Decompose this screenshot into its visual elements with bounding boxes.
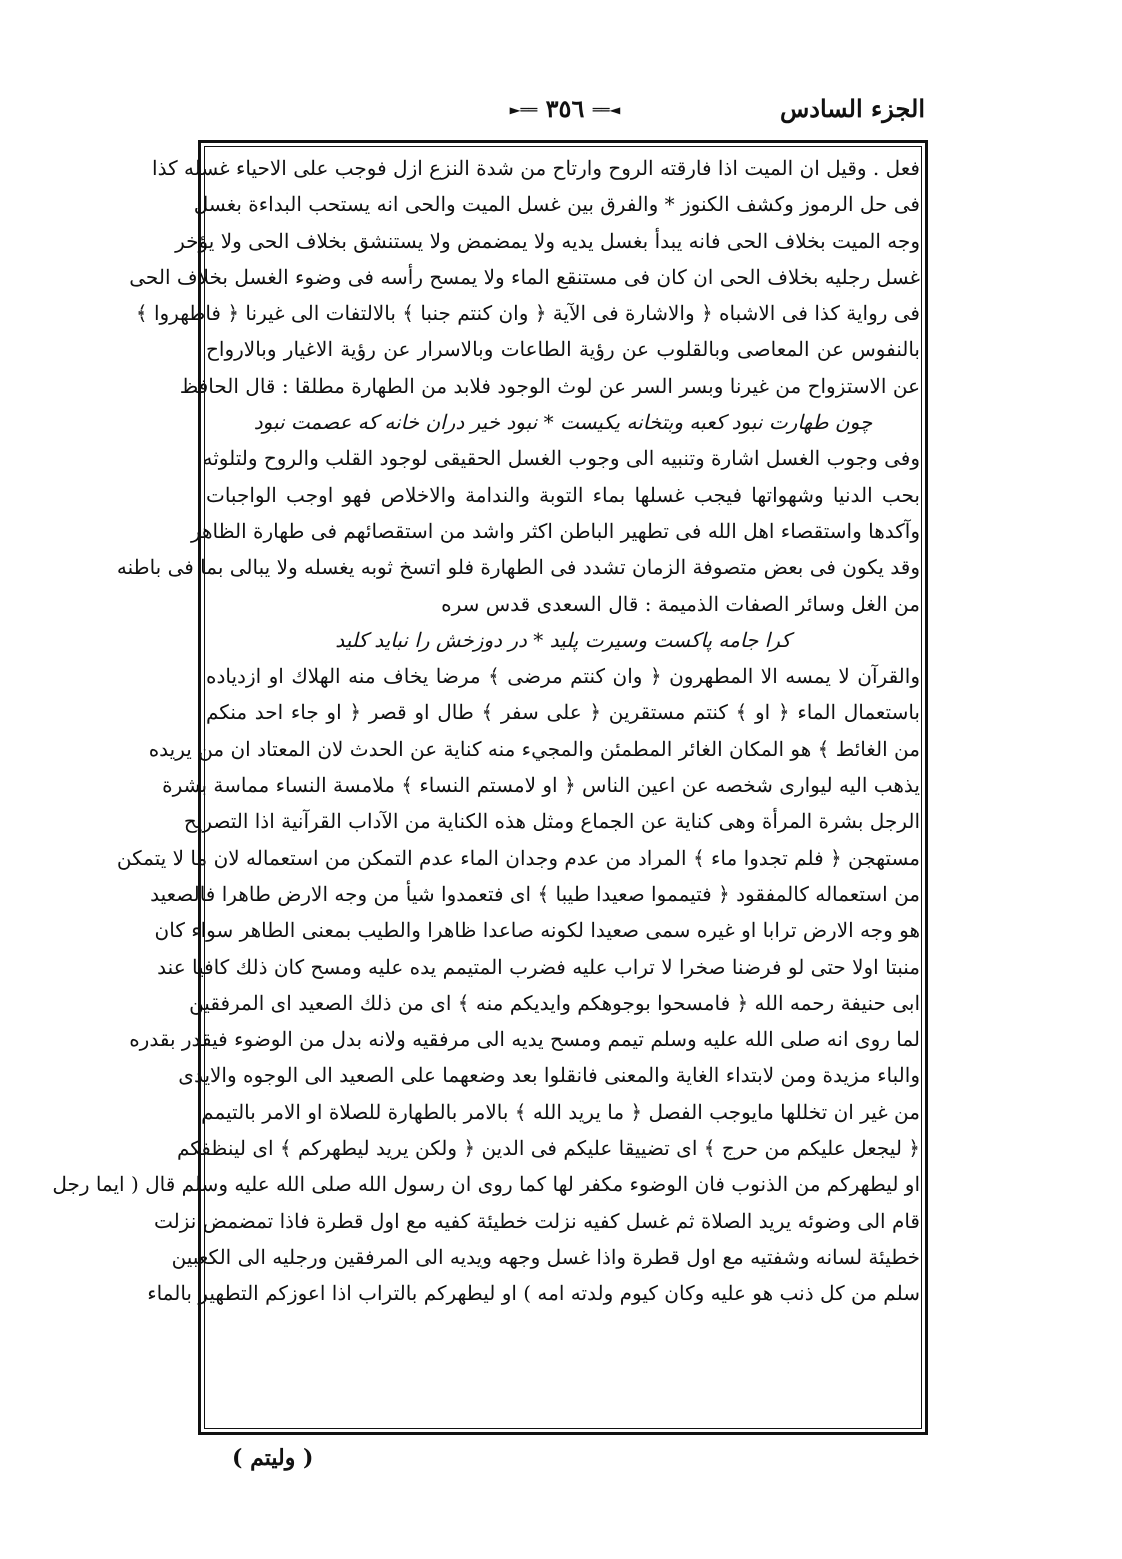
text-line: والقرآن لا يمسه الا المطهرون ﴿ وان كنتم مرضى ﴾ مرضا يخاف منه الهلاك او ازدياده	[206, 664, 920, 689]
verse-line: چون طهارت نبود كعبه وبتخانه يكيست * نبود خير دران خانه كه عصمت نبود	[253, 410, 873, 435]
text-line: وفى وجوب الغسل اشارة وتنبيه الى وجوب الغسل الحقيقى لوجود القلب والروح ولتلوثه	[202, 446, 920, 471]
text-line: وآكدها واستقصاء اهل الله فى تطهير الباطن اكثر واشد من استقصائهم فى طهارة الظاهر	[190, 518, 920, 543]
text-line: او ليطهركم من الذنوب فان الوضوء مكفر لها كما روى ان رسول الله صلى الله عليه وسلم قال ( ايما رجل	[52, 1172, 920, 1197]
catchword: ( وليتم )	[232, 1445, 314, 1471]
text-line: وجه الميت بخلاف الحى فانه يبدأ بغسل يديه ولا يمضمض ولا يستنشق بخلاف الحى ولا يؤخر	[175, 228, 920, 253]
text-line: سلم من كل ذنب هو عليه وكان كيوم ولدته امه ) او ليطهركم بالتراب اذا اعوزكم التطهير بالماء	[147, 1281, 920, 1306]
text-line: فى حل الرموز وكشف الكنوز * والفرق بين غسل الميت والحى انه يستحب البداءة بغسل	[193, 192, 920, 217]
ornament-right-icon: ◄══	[592, 102, 621, 119]
page-number: ٣٥٦	[545, 94, 585, 123]
text-line: قام الى وضوئه يريد الصلاة ثم غسل كفيه نزلت خطيئة كفيه مع اول قطرة فاذا تمضمض نزلت	[154, 1208, 920, 1233]
text-line: عن الاستزواح من غيرنا وبسر السر عن لوث الوجود فلابد من الطهارة مطلقا : قال الحافظ	[179, 373, 920, 398]
text-line: وقد يكون فى بعض متصوفة الزمان تشدد فى الطهارة فلو اتسخ ثوبه يغسله ولا يبالى بما فى باطنه	[116, 555, 920, 580]
text-line: ابى حنيفة رحمه الله ﴿ فامسحوا بوجوهكم وايديكم منه ﴾ اى من ذلك الصعيد اى المرفقين	[189, 990, 920, 1015]
running-title: الجزء السادس	[779, 94, 925, 123]
text-line: بالنفوس عن المعاصى وبالقلوب عن رؤية الطاعات وبالاسرار عن رؤية الاغيار وبالارواح	[206, 337, 920, 362]
text-line: والباء مزيدة ومن لابتداء الغاية والمعنى فانقلوا بعد وضعهما على الصعيد الى الوجوه والايدى	[178, 1063, 920, 1088]
text-line: هو وجه الارض ترابا او غيره سمى صعيدا لكونه صاعدا ظاهرا والطيب بمعنى الطاهر سواء كان	[154, 918, 920, 943]
text-line: بحب الدنيا وشهواتها فيجب غسلها بماء التوبة والندامة والاخلاص فهو اوجب الواجبات	[206, 482, 920, 507]
ornament-left-icon: ══►	[509, 102, 538, 119]
text-line: فعل . وقيل ان الميت اذا فارقته الروح وارتاح من شدة النزع ازل فوجب على الاحياء غسله كذا	[152, 156, 920, 180]
text-line: من الغائط ﴾ هو المكان الغائر المطمئن والمجيء منه كناية عن الحدث لان المعتاد ان من يريده	[148, 736, 920, 761]
text-line: غسل رجليه بخلاف الحى ان كان فى مستنقع الماء ولا يمسح رأسه فى وضوء الغسل بخلاف الحى	[129, 264, 920, 289]
text-line: لما روى انه صلى الله عليه وسلم تيمم ومسح يديه الى مرفقيه ولانه بدل من الوضوء فيقدر بقدره	[129, 1027, 920, 1052]
text-line: يذهب اليه ليوارى شخصه عن اعين الناس ﴿ او لامستم النساء ﴾ ملامسة النساء مماسة بشرة	[162, 773, 920, 798]
body-text	[52, 150, 920, 1312]
text-line: من الغل وسائر الصفات الذميمة : قال السعدى قدس سره	[441, 591, 920, 616]
page-number-group	[495, 94, 635, 123]
text-line: مستهجن ﴿ فلم تجدوا ماء ﴾ المراد من عدم وجدان الماء عدم التمكن من استعماله لان ما لا يتمكن	[116, 845, 920, 870]
verse-line: كرا جامه پاكست وسيرت پليد * در دوزخش را نبايد كليد	[335, 627, 791, 652]
text-line: من غير ان تخللها مايوجب الفصل ﴿ ما يريد الله ﴾ بالامر بالطهارة للصلاة او الامر بالتيمم	[201, 1099, 920, 1124]
text-line: ﴿ ليجعل عليكم من حرج ﴾ اى تضييقا عليكم فى الدين ﴿ ولكن يريد ليطهركم ﴾ اى لينظفكم	[176, 1136, 920, 1161]
text-line: باستعمال الماء ﴿ او ﴾ كنتم مستقرين ﴿ على سفر ﴾ طال او قصر ﴿ او جاء احد منكم	[206, 700, 920, 725]
page-header	[205, 94, 925, 130]
text-line: من استعماله كالمفقود ﴿ فتيمموا صعيدا طيبا ﴾ اى فتعمدوا شيأ من وجه الارض طاهرا فالصعيد	[150, 881, 920, 906]
text-line: خطيئة لسانه وشفتيه مع اول قطرة واذا غسل وجهه ويديه الى المرفقين ورجليه الى الكعبين	[171, 1244, 920, 1269]
text-line: منبتا اولا حتى لو فرضنا صخرا لا تراب عليه فضرب المتيمم يده عليه ومسح كان ذلك كافيا عند	[157, 954, 920, 979]
text-line: فى رواية كذا فى الاشباه ﴿ والاشارة فى الآية ﴿ وان كنتم جنبا ﴾ بالالتفات الى غيرنا ﴿ فاطهروا ﴾	[135, 301, 920, 326]
text-line: الرجل بشرة المرأة وهى كناية عن الجماع ومثل هذه الكناية من الآداب القرآنية اذا التصريح	[183, 809, 920, 834]
